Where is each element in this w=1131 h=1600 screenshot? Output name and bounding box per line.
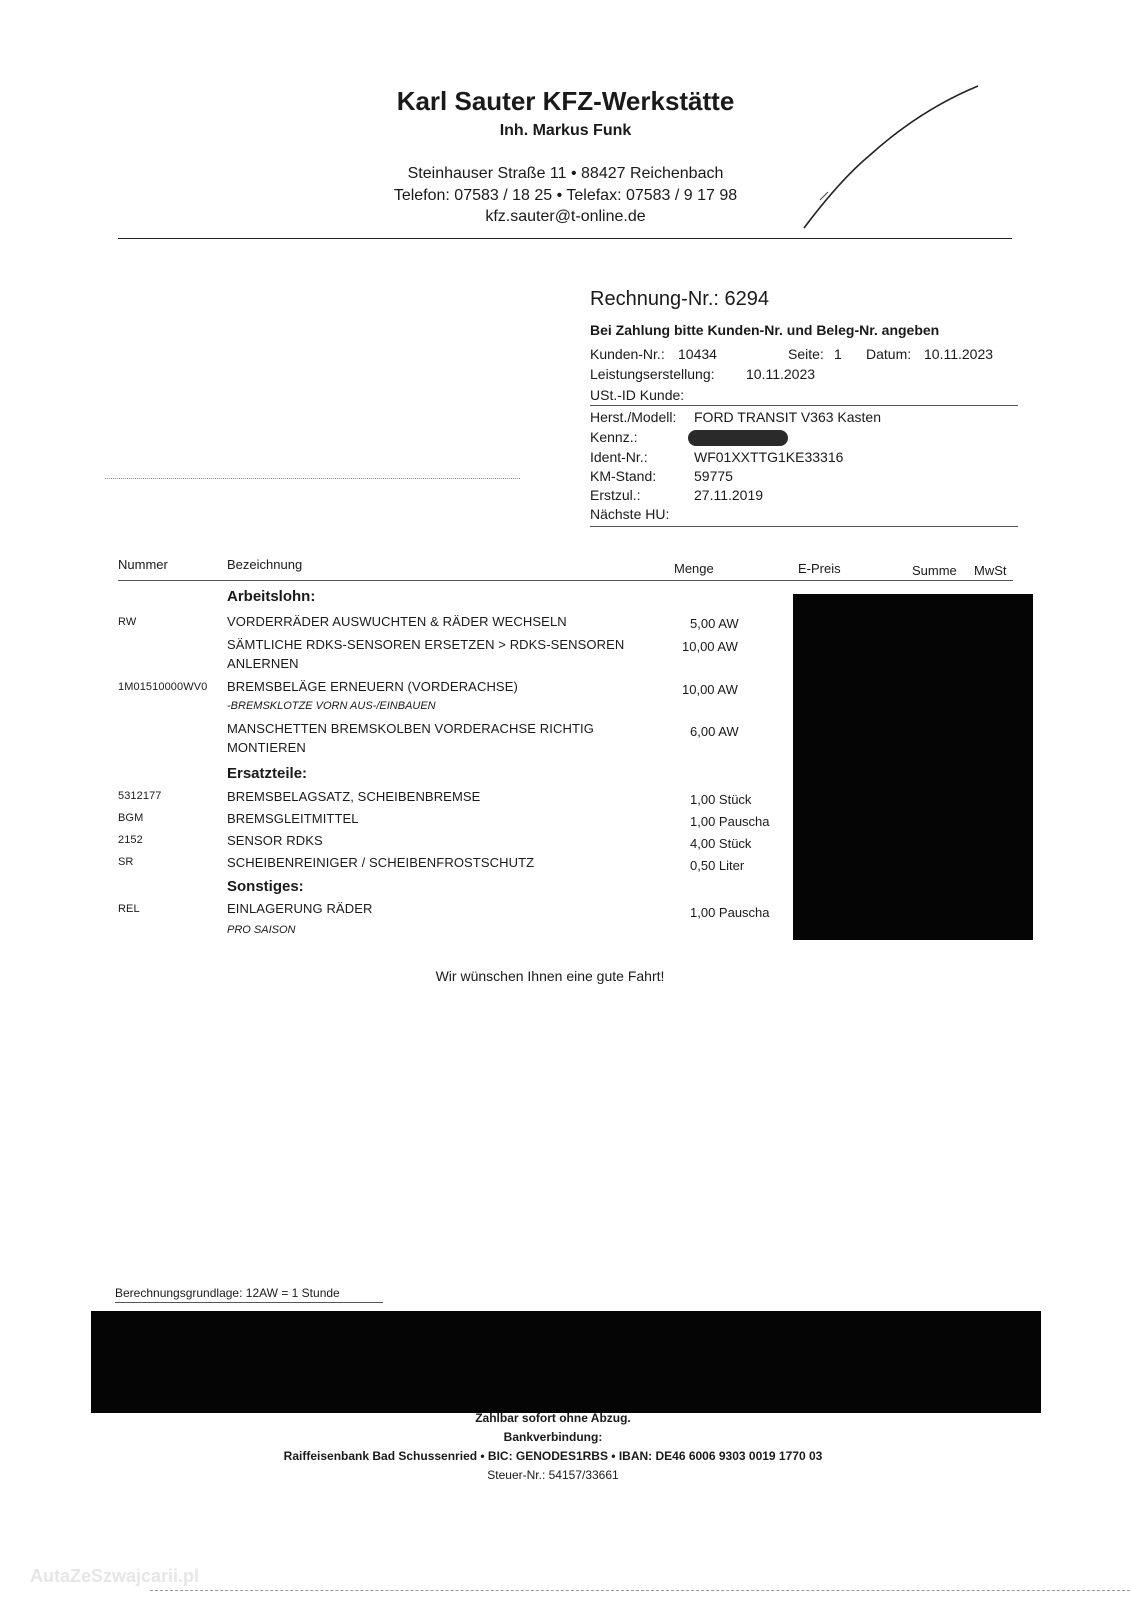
vehicle-model: FORD TRANSIT V363 Kasten: [694, 409, 881, 425]
header-rule: [118, 238, 1012, 239]
col-vat: MwSt: [974, 563, 1007, 578]
next-hu-label: Nächste HU:: [590, 506, 670, 522]
section-labor: Arbeitslohn:: [227, 588, 316, 605]
col-number: Nummer: [118, 557, 168, 572]
col-sum: Summe: [912, 563, 957, 578]
item-number: BGM: [118, 812, 144, 824]
page-no: 1: [834, 346, 842, 362]
item-quantity: 10,00 AW: [682, 682, 738, 697]
company-address: Steinhauser Straße 11 • 88427 Reichenbach: [407, 165, 724, 182]
item-number: SR: [118, 856, 134, 868]
item-description: VORDERRÄDER AUSWUCHTEN & RÄDER WECHSELN: [227, 614, 567, 629]
info-rule: [590, 405, 1018, 406]
totals-redaction: [91, 1311, 1041, 1413]
basis-rule: [115, 1302, 383, 1303]
item-description: BREMSBELÄGE ERNEUERN (VORDERACHSE): [227, 679, 518, 694]
bottom-edge-line: [150, 1590, 1130, 1591]
vat-id-label: USt.-ID Kunde:: [590, 387, 685, 403]
address-window-line: [105, 478, 520, 479]
item-quantity: 10,00 AW: [682, 639, 738, 654]
bank-label: Bankverbindung:: [503, 1430, 603, 1444]
customer-no-label: Kunden-Nr.:: [590, 346, 665, 362]
company-phone: Telefon: 07583 / 18 25 • Telefax: 07583 / 9 17 98: [393, 187, 738, 204]
section-parts: Ersatzteile:: [227, 765, 308, 782]
ident-label: Ident-Nr.:: [590, 449, 648, 465]
item-subnote: PRO SAISON: [227, 924, 296, 936]
table-header-rule: [118, 580, 1013, 581]
item-number: RW: [118, 616, 137, 628]
customer-no: 10434: [678, 346, 717, 362]
service-date: 10.11.2023: [746, 366, 816, 382]
model-label: Herst./Modell:: [590, 409, 677, 425]
item-description: BREMSBELAGSATZ, SCHEIBENBREMSE: [227, 789, 481, 804]
registration-date: 27.11.2019: [694, 487, 764, 503]
plate-label: Kennz.:: [590, 429, 638, 445]
company-name: Karl Sauter KFZ-Werkstätte: [396, 86, 735, 116]
item-number: REL: [118, 903, 140, 915]
bank-details: Raiffeisenbank Bad Schussenried • BIC: GENODES1RBS • IBAN: DE46 6006 9303 0019 1770 03: [283, 1449, 823, 1463]
vehicle-rule: [590, 526, 1018, 527]
tax-number: Steuer-Nr.: 54157/33661: [487, 1468, 619, 1482]
item-subnote: -BREMSKLOTZE VORN AUS-/EINBAUEN: [227, 700, 436, 712]
company-email: kfz.sauter@t-online.de: [485, 208, 646, 225]
page-label: Seite:: [788, 346, 824, 362]
item-description: SENSOR RDKS: [227, 833, 323, 848]
item-description: SCHEIBENREINIGER / SCHEIBENFROSTSCHUTZ: [227, 855, 535, 870]
item-quantity: 1,00 Pauscha: [690, 905, 770, 920]
item-quantity: 6,00 AW: [690, 724, 739, 739]
item-number: 5312177: [118, 790, 162, 802]
item-description: SÄMTLICHE RDKS-SENSOREN ERSETZEN > RDKS-SENSOREN: [227, 637, 625, 652]
section-other: Sonstiges:: [227, 878, 304, 895]
item-description: MANSCHETTEN BREMSKOLBEN VORDERACHSE RICHTIG: [227, 721, 594, 736]
invoice-number: Rechnung-Nr.: 6294: [590, 288, 770, 310]
item-description-cont: MONTIEREN: [227, 740, 306, 755]
item-quantity: 1,00 Pauscha: [690, 814, 770, 829]
item-number: 1M01510000WV0: [118, 681, 208, 693]
item-description: BREMSGLEITMITTEL: [227, 811, 359, 826]
item-quantity: 1,00 Stück: [690, 792, 752, 807]
closing-greeting: Wir wünschen Ihnen eine gute Fahrt!: [435, 968, 665, 984]
col-quantity: Menge: [674, 561, 714, 576]
payment-note: Bei Zahlung bitte Kunden-Nr. und Beleg-Nr. angeben: [590, 322, 940, 338]
item-number: 2152: [118, 834, 143, 846]
col-description: Bezeichnung: [227, 557, 303, 572]
item-quantity: 5,00 AW: [690, 616, 739, 631]
registration-label: Erstzul.:: [590, 487, 641, 503]
item-description-cont: ANLERNEN: [227, 656, 299, 671]
watermark: AutaZeSzwajcarii.pl: [30, 1566, 200, 1586]
plate-redaction: [688, 430, 788, 446]
price-redaction: [793, 594, 1033, 940]
calculation-basis: Berechnungsgrundlage: 12AW = 1 Stunde: [115, 1286, 340, 1300]
signature-stroke: [800, 80, 1000, 235]
service-label: Leistungserstellung:: [590, 366, 715, 382]
vehicle-ident: WF01XXTTG1KE33316: [694, 449, 844, 465]
km-label: KM-Stand:: [590, 468, 657, 484]
invoice-date: 10.11.2023: [924, 346, 994, 362]
vehicle-km: 59775: [694, 468, 733, 484]
date-label: Datum:: [866, 346, 912, 362]
item-quantity: 4,00 Stück: [690, 836, 752, 851]
company-owner: Inh. Markus Funk: [499, 122, 632, 139]
col-unit-price: E-Preis: [798, 561, 841, 576]
item-quantity: 0,50 Liter: [690, 858, 745, 873]
item-description: EINLAGERUNG RÄDER: [227, 901, 373, 916]
payment-terms: Zahlbar sofort ohne Abzug.: [475, 1411, 631, 1425]
